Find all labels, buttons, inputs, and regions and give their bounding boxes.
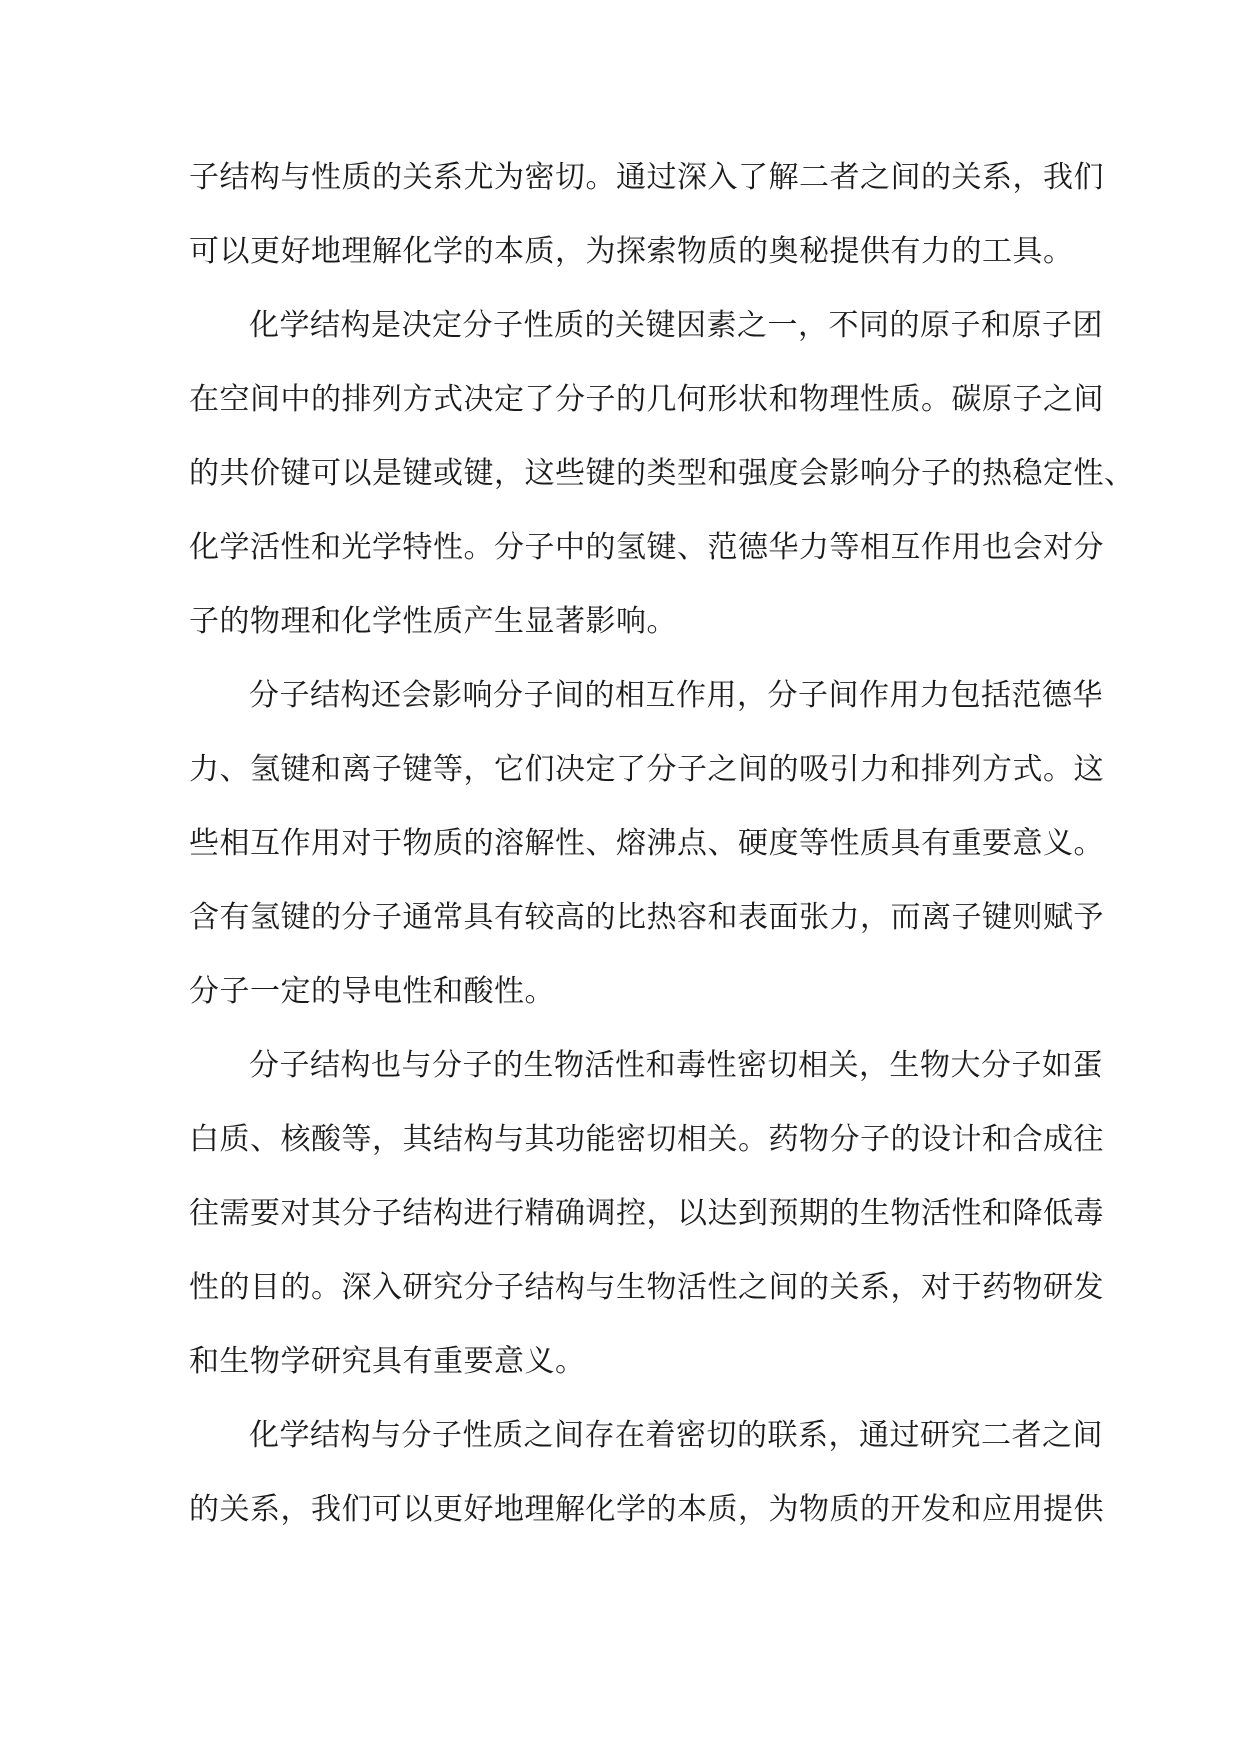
paragraph-2-line-5: 子的物理和化学性质产生显著影响。 — [189, 604, 677, 639]
paragraph-2-line-1: 化学结构是决定分子性质的关键因素之一，不同的原子和原子团 — [249, 308, 1103, 343]
paragraph-4-line-1: 分子结构也与分子的生物活性和毒性密切相关，生物大分子如蛋 — [249, 1048, 1103, 1083]
paragraph-2-line-3: 的共价键可以是键或键，这些键的类型和强度会影响分子的热稳定性、 — [189, 456, 1135, 491]
paragraph-5-line-1: 化学结构与分子性质之间存在着密切的联系，通过研究二者之间 — [249, 1418, 1103, 1453]
paragraph-5-line-2: 的关系，我们可以更好地理解化学的本质，为物质的开发和应用提供 — [189, 1492, 1104, 1527]
paragraph-1-line-2: 可以更好地理解化学的本质，为探索物质的奥秘提供有力的工具。 — [189, 234, 1074, 269]
paragraph-4-line-4: 性的目的。深入研究分子结构与生物活性之间的关系，对于药物研发 — [189, 1270, 1104, 1305]
paragraph-2-line-4: 化学活性和光学特性。分子中的氢键、范德华力等相互作用也会对分 — [189, 530, 1104, 565]
paragraph-3-line-3: 些相互作用对于物质的溶解性、熔沸点、硬度等性质具有重要意义。 — [189, 826, 1104, 861]
paragraph-3-line-5: 分子一定的导电性和酸性。 — [189, 974, 555, 1009]
paragraph-2-line-2: 在空间中的排列方式决定了分子的几何形状和物理性质。碳原子之间 — [189, 382, 1104, 417]
paragraph-3-line-2: 力、氢键和离子键等，它们决定了分子之间的吸引力和排列方式。这 — [189, 752, 1104, 787]
paragraph-4-line-2: 白质、核酸等，其结构与其功能密切相关。药物分子的设计和合成往 — [189, 1122, 1104, 1157]
document-body — [189, 141, 1135, 1547]
paragraph-4-line-3: 往需要对其分子结构进行精确调控，以达到预期的生物活性和降低毒 — [189, 1196, 1104, 1231]
paragraph-4-line-5: 和生物学研究具有重要意义。 — [189, 1344, 586, 1379]
paragraph-3-line-4: 含有氢键的分子通常具有较高的比热容和表面张力，而离子键则赋予 — [189, 900, 1104, 935]
paragraph-1-line-1: 子结构与性质的关系尤为密切。通过深入了解二者之间的关系，我们 — [189, 160, 1104, 195]
paragraph-3-line-1: 分子结构还会影响分子间的相互作用，分子间作用力包括范德华 — [249, 678, 1103, 713]
